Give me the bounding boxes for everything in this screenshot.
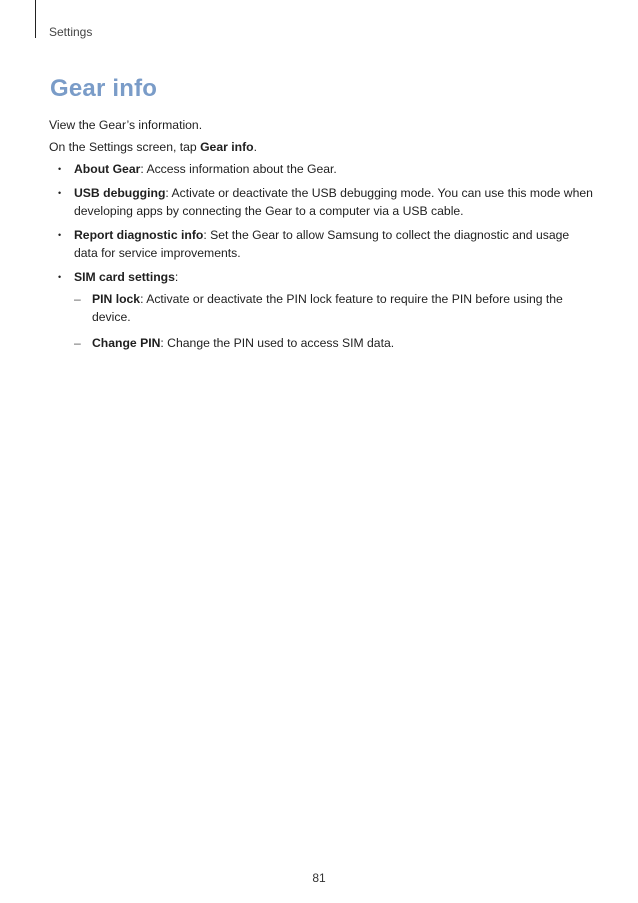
sublist-item-change-pin [74,334,594,352]
intro-paragraph: View the Gear’s information. [49,118,203,132]
header-section-label: Settings [49,25,93,39]
item-term: About Gear [74,162,141,176]
bullet-icon: • [58,164,62,174]
item-term: Report diagnostic info [74,228,204,242]
list-item-usb-debugging [49,184,594,220]
header-rule [35,0,36,38]
sim-sublist [74,290,594,352]
instruction-prefix: On the Settings screen, tap [49,140,201,154]
subitem-term: PIN lock [92,292,141,306]
content [49,116,594,360]
subitem-term: Change PIN [92,336,161,350]
item-text: : Activate or deactivate the USB debugging mode. You can use this mode when developing apps by connecting the Gear to a computer via a USB cable. [74,186,593,218]
subitem-text: : Activate or deactivate the PIN lock feature to require the PIN before using the device. [92,292,563,324]
item-text: : Set the Gear to allow Samsung to collect the diagnostic and usage data for service improvements. [74,228,570,260]
title-wrap [48,73,159,105]
item-term: SIM card settings [74,270,175,284]
bullet-icon: • [58,188,62,198]
instruction-paragraph [49,138,594,156]
list-item-report-diagnostic [49,226,594,262]
bullet-icon: • [58,272,62,282]
settings-list [49,160,594,352]
dash-icon: – [74,336,81,350]
dash-icon: – [74,292,81,306]
list-item-about-gear [49,160,594,178]
subitem-text: : Change the PIN used to access SIM data. [160,336,395,350]
page-title: Gear info [48,73,159,105]
list-item-sim-card-settings [49,268,594,352]
item-text: : [174,270,179,284]
bullet-icon: • [58,230,62,240]
instruction-bold: Gear info [200,140,254,154]
instruction-suffix: . [253,140,257,154]
item-term: USB debugging [74,186,166,200]
sublist-item-pin-lock [74,290,594,326]
item-text: : Access information about the Gear. [140,162,337,176]
page-number: 81 [312,871,326,885]
